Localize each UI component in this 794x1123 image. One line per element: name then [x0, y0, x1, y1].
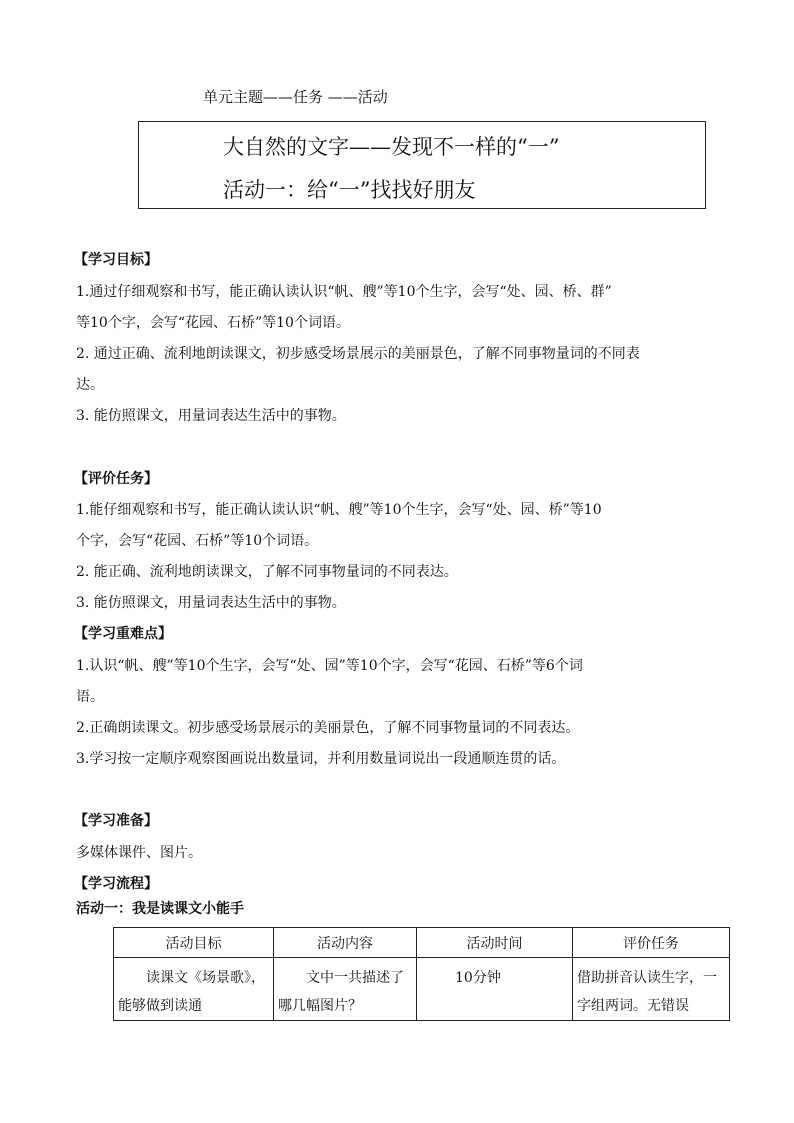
- table-header-row: [114, 928, 730, 958]
- evaluation-line: 个字，会写“花园、石桥”等10个词语。: [76, 533, 319, 549]
- activity-table: [113, 927, 730, 1021]
- objective-line: 2. 通过正确、流利地朗读课文，初步感受场景展示的美丽景色，了解不同事物量词的不同表: [76, 346, 640, 362]
- objective-line: 等10个字，会写“花园、石桥”等10个词语。: [76, 315, 350, 331]
- header-evaluation: 评价任务: [573, 928, 730, 958]
- objective-line: 达。: [76, 377, 104, 393]
- key-point-line: 2.正确朗读课文。初步感受场景展示的美丽景色，了解不同事物量词的不同表达。: [76, 720, 580, 736]
- cell-content: 文中一共描述了哪几幅图片？: [274, 958, 417, 1021]
- key-point-line: 1.认识“帆、艘”等10个生字，会写“处、园”等10个字，会写“花园、石桥”等6个词: [76, 658, 583, 674]
- table-row: [114, 958, 730, 1021]
- objectives-heading: 【学习目标】: [74, 252, 158, 268]
- objective-line: 1.通过仔细观察和书写，能正确认读认识“帆、艘”等10个生字，会写“处、园、桥、群”: [76, 284, 612, 300]
- preparation-text: 多媒体课件、图片。: [76, 845, 202, 861]
- key-point-line: 语。: [76, 689, 104, 705]
- key-point-line: 3.学习按一定顺序观察图画说出数量词，并利用数量词说出一段通顺连贯的话。: [76, 751, 566, 767]
- cell-evaluation: 借助拼音认读生字，一字组两词。无错误: [573, 958, 730, 1021]
- header-time: 活动时间: [417, 928, 573, 958]
- cell-time: 10分钟: [417, 958, 573, 1021]
- evaluation-heading: 【评价任务】: [74, 471, 158, 487]
- evaluation-line: 1.能仔细观察和书写，能正确认读认识“帆、艘”等10个生字，会写“处、园、桥”等10: [76, 502, 602, 518]
- header-content: 活动内容: [274, 928, 417, 958]
- title-box: [138, 121, 706, 209]
- activity-one-title: 活动一：我是读课文小能手: [76, 901, 244, 917]
- activity-title: 活动一：给“一”找找好朋友: [223, 178, 476, 202]
- evaluation-line: 2. 能正确、流利地朗读课文，了解不同事物量词的不同表达。: [76, 564, 458, 580]
- lesson-title: 大自然的文字——发现不一样的“一”: [223, 135, 560, 159]
- unit-heading: 单元主题——任务 ——活动: [203, 88, 388, 106]
- process-heading: 【学习流程】: [74, 876, 158, 892]
- cell-objective: 读课文《场景歌》，能够做到读通: [114, 958, 274, 1021]
- objective-line: 3. 能仿照课文，用量词表达生活中的事物。: [76, 408, 346, 424]
- header-objective: 活动目标: [114, 928, 274, 958]
- preparation-heading: 【学习准备】: [74, 813, 158, 829]
- evaluation-line: 3. 能仿照课文，用量词表达生活中的事物。: [76, 595, 346, 611]
- key-points-heading: 【学习重难点】: [74, 626, 172, 642]
